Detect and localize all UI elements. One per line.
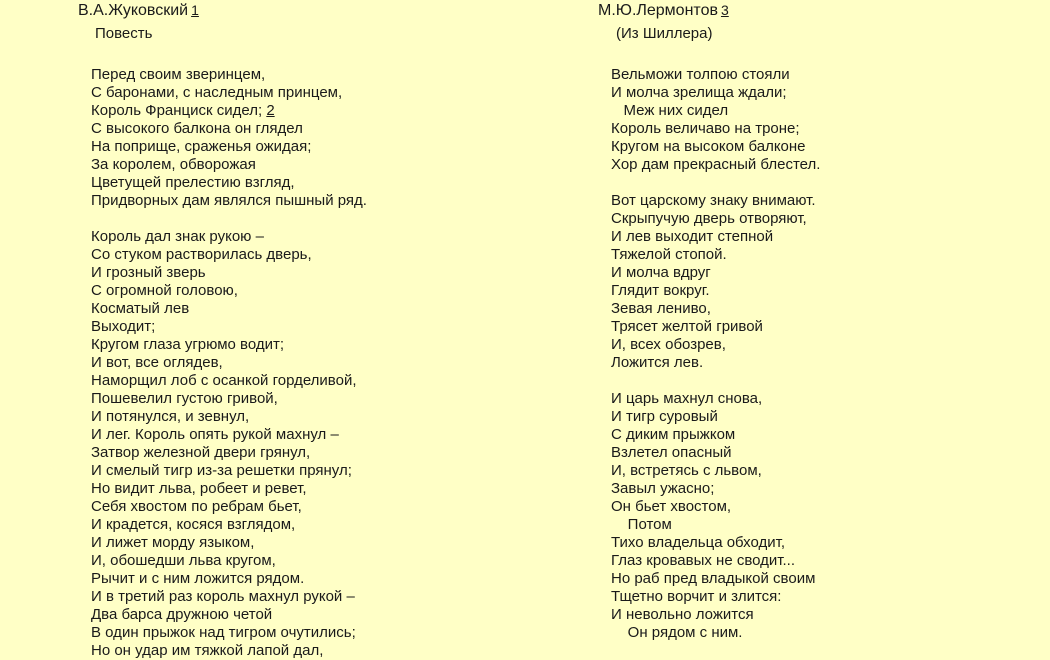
poem-line-text: Вельможи толпою стояли: [611, 66, 790, 83]
poem-line-text: Затвор железной двери грянул,: [91, 444, 311, 461]
poem-line-text: И молча вдруг: [611, 264, 711, 281]
poem-line-text: И смелый тигр из-за решетки прянул;: [91, 462, 352, 479]
poem-text: [91, 66, 367, 660]
poem-line-text: За королем, обворожая: [91, 156, 256, 173]
poem-line: [91, 588, 367, 606]
poem-line: [91, 318, 367, 336]
poem-line: [91, 408, 367, 426]
stanza-break: [611, 372, 820, 390]
poem-line: [611, 408, 820, 426]
footnote-link[interactable]: 3: [720, 2, 729, 18]
poem-line-text: Себя хвостом по ребрам бьет,: [91, 498, 302, 515]
poem-line-text: Тщетно ворчит и злится:: [611, 588, 782, 605]
poem-line-text: И крадется, косяся взглядом,: [91, 516, 296, 533]
poem-line-text: И лижет морду языком,: [91, 534, 255, 551]
poem-line-text: Трясет желтой гривой: [611, 318, 763, 335]
poem-line-text: И лев выходит степной: [611, 228, 774, 245]
poem-line-text: Кругом глаза угрюмо водит;: [91, 336, 285, 353]
poem-line-text: И, встретясь с львом,: [611, 462, 762, 479]
poem-line: [91, 138, 367, 156]
poem-line-text: И, обошедши льва кругом,: [91, 552, 276, 569]
poem-line: [91, 390, 367, 408]
poem-line-text: Вот царскому знаку внимают.: [611, 192, 816, 209]
poem-line: [91, 426, 367, 444]
poem-line-text: Придворных дам являлся пышный ряд.: [91, 192, 367, 209]
poem-line-text: И вот, все оглядев,: [91, 354, 223, 371]
poem-line-text: И в третий раз король махнул рукой –: [91, 588, 355, 605]
poem-line-text: Со стуком растворилась дверь,: [91, 246, 312, 263]
poem-line-text: Но он удар им тяжкой лапой дал,: [91, 642, 324, 659]
poem-line-text: Он бьет хвостом,: [611, 498, 732, 515]
poem-line: [91, 102, 367, 120]
poem-line: [91, 354, 367, 372]
poem-line-text: Взлетел опасный: [611, 444, 732, 461]
poem-line: [611, 192, 820, 210]
poem-line-text: С баронами, с наследным принцем,: [91, 84, 343, 101]
poem-line-text: Перед своим зверинцем,: [91, 66, 266, 83]
poem-line-text: Завыл ужасно;: [611, 480, 715, 497]
poem-line-text: На поприще, сраженья ожидая;: [91, 138, 312, 155]
poem-line-text: Рычит и с ним ложится рядом.: [91, 570, 305, 587]
poem-line-text: Ложится лев.: [611, 354, 704, 371]
poem-line: [611, 480, 820, 498]
poem-line-text: И царь махнул снова,: [611, 390, 763, 407]
poem-line: [91, 624, 367, 642]
poem-line-text: Он рядом с ним.: [611, 624, 743, 641]
poem-line-text: Король величаво на троне;: [611, 120, 800, 137]
poem-line: [91, 642, 367, 660]
poem-line-text: И грозный зверь: [91, 264, 206, 281]
poem-line: [611, 210, 820, 228]
poem-subtitle: Повесть: [95, 25, 153, 42]
poem-line: [91, 552, 367, 570]
poem-line: [91, 372, 367, 390]
poem-line: [611, 534, 820, 552]
poem-line-text: Цветущей прелестию взгляд,: [91, 174, 295, 191]
poem-line-text: Король дал знак рукою –: [91, 228, 264, 245]
poem-line: [611, 426, 820, 444]
poem-line: [91, 156, 367, 174]
poem-line: [91, 570, 367, 588]
poem-line: [611, 516, 820, 534]
poem-line: [611, 552, 820, 570]
author-heading: [78, 2, 199, 20]
poem-line: [611, 354, 820, 372]
poem-line-text: Но видит льва, робеет и ревет,: [91, 480, 307, 497]
poem-line: [91, 84, 367, 102]
poem-line: [91, 282, 367, 300]
footnote-link[interactable]: 2: [266, 102, 275, 119]
stanza-break: [91, 210, 367, 228]
poem-line-text: Потом: [611, 516, 672, 533]
poem-line: [91, 264, 367, 282]
author-name: М.Ю.Лермонтов: [598, 2, 718, 19]
poem-line: [611, 462, 820, 480]
poem-line: [611, 300, 820, 318]
poem-line: [611, 336, 820, 354]
poem-line-text: Кругом на высоком балконе: [611, 138, 806, 155]
poem-line-text: С огромной головою,: [91, 282, 238, 299]
poem-line-text: Пошевелил густою гривой,: [91, 390, 278, 407]
poem-line-text: Глядит вокруг.: [611, 282, 710, 299]
author-heading: [598, 2, 729, 20]
stanza-break: [611, 174, 820, 192]
poem-line: [91, 246, 367, 264]
poem-line-text: И лег. Король опять рукой махнул –: [91, 426, 339, 443]
poem-line: [611, 138, 820, 156]
poem-line-text: Два барса дружною четой: [91, 606, 273, 623]
poem-line: [611, 282, 820, 300]
poem-line-text: Глаз кровавых не сводит...: [611, 552, 796, 569]
poem-line: [91, 336, 367, 354]
poem-line-text: Зевая лениво,: [611, 300, 711, 317]
poem-line: [611, 228, 820, 246]
poem-line: [611, 588, 820, 606]
poem-line: [611, 390, 820, 408]
poem-line-text: И невольно ложится: [611, 606, 754, 623]
poem-line: [611, 498, 820, 516]
poem-line: [611, 120, 820, 138]
footnote-link[interactable]: 1: [191, 2, 199, 18]
author-name: В.А.Жуковский: [78, 2, 189, 19]
poem-subtitle: (Из Шиллера): [616, 25, 713, 42]
poem-line: [91, 174, 367, 192]
poem-line-text: Король Франциск сидел;: [91, 102, 267, 119]
poem-line-text: Косматый лев: [91, 300, 190, 317]
poem-line: [611, 84, 820, 102]
poem-line-text: Меж них сидел: [611, 102, 729, 119]
poem-text: [611, 66, 820, 642]
poem-line-text: С высокого балкона он глядел: [91, 120, 303, 137]
poem-line: [611, 318, 820, 336]
poem-line: [91, 120, 367, 138]
poem-line-text: Тихо владельца обходит,: [611, 534, 785, 551]
poem-line-text: Скрыпучую дверь отворяют,: [611, 210, 807, 227]
poem-line: [91, 228, 367, 246]
poem-line-text: Наморщил лоб с осанкой горделивой,: [91, 372, 357, 389]
poem-line: [91, 444, 367, 462]
poem-line: [91, 606, 367, 624]
poem-line: [611, 624, 820, 642]
poem-line: [611, 606, 820, 624]
poem-line: [611, 570, 820, 588]
poem-line-text: В один прыжок над тигром очутились;: [91, 624, 356, 641]
poem-line: [611, 66, 820, 84]
poem-line: [611, 102, 820, 120]
poem-line: [611, 264, 820, 282]
poem-line: [91, 480, 367, 498]
poem-line: [611, 444, 820, 462]
poem-line-text: Но раб пред владыкой своим: [611, 570, 816, 587]
poem-line-text: Тяжелой стопой.: [611, 246, 727, 263]
poem-line-text: Хор дам прекрасный блестел.: [611, 156, 821, 173]
poem-line: [91, 516, 367, 534]
poem-line: [611, 156, 820, 174]
poem-line-text: И потянулся, и зевнул,: [91, 408, 250, 425]
poem-line-text: Выходит;: [91, 318, 156, 335]
poem-line-text: И молча зрелища ждали;: [611, 84, 787, 101]
poem-line: [91, 462, 367, 480]
poem-line: [611, 246, 820, 264]
poem-line-text: С диким прыжком: [611, 426, 736, 443]
poem-line: [91, 66, 367, 84]
poem-line-text: И тигр суровый: [611, 408, 718, 425]
poem-line: [91, 192, 367, 210]
poem-line: [91, 300, 367, 318]
poem-line: [91, 498, 367, 516]
poem-line: [91, 534, 367, 552]
poem-line-text: И, всех обозрев,: [611, 336, 726, 353]
